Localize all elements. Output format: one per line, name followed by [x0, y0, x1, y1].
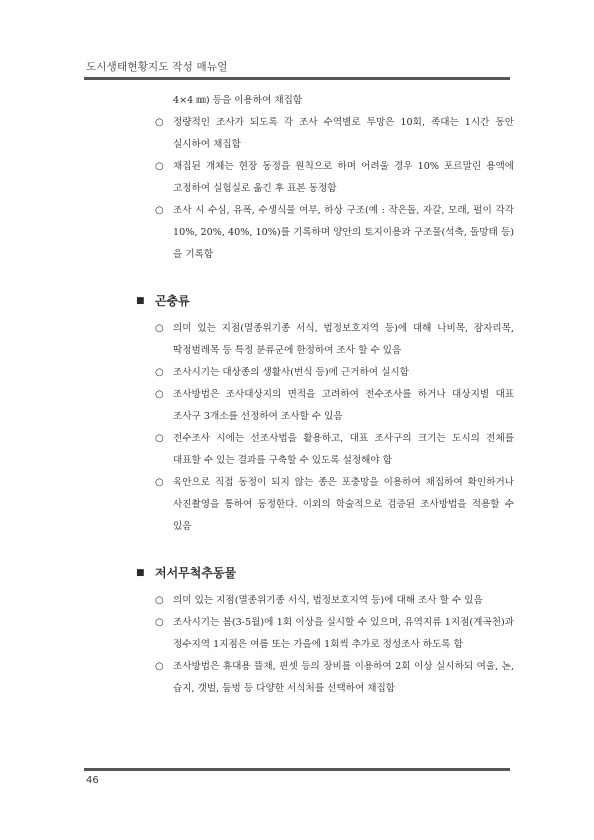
insects-list [84, 318, 514, 538]
circle-bullet-icon: ○ [155, 477, 164, 488]
circle-bullet-icon: ○ [155, 661, 164, 672]
list-item-text: 조사시기는 대상종의 생활사(번식 등)에 근거하여 실시함 [173, 367, 409, 378]
section-heading-insects [84, 290, 514, 312]
square-bullet-icon: ■ [136, 296, 145, 306]
footer-rule [84, 768, 510, 771]
list-item-text: 조사시기는 봄(3-5월)에 1회 이상을 실시할 수 있으며, 유역지류 1지점(계곡천)과 정수지역 1지점은 여름 또는 가을에 1회씩 추가로 정성조사 하도록 함 [173, 617, 514, 650]
running-header-title: 도시생태현황지도 작성 매뉴얼 [86, 61, 228, 73]
list-item-text: 의미 있는 지점(멸종위기종 서식, 법정보호지역 등)에 대해 조사 할 수 있음 [173, 595, 483, 606]
page-body [84, 90, 514, 700]
page-number: 46 [86, 775, 99, 786]
list-item-text: 채집된 개체는 현장 동정을 원칙으로 하며 어려울 경우 10% 포르말린 용액에 고정하여 실험실로 옮긴 후 표본 동정함 [173, 161, 514, 194]
circle-bullet-icon: ○ [155, 323, 164, 334]
list-item [84, 384, 514, 428]
list-item [84, 428, 514, 472]
list-item-text: 조사 시 수심, 유폭, 수생식물 여부, 하상 구조(예 : 작은돌, 자갈, 모래, 펄이 각각 10%, 20%, 40%, 10%)를 기록하며 양안의 토지이용과 구조물(석축, 돌망태 등)을 기록함 [173, 205, 514, 260]
circle-bullet-icon: ○ [155, 205, 164, 216]
circle-bullet-icon: ○ [155, 117, 164, 128]
continuation-line: 4×4 ㎜) 등을 이용하여 채집함 [173, 95, 303, 106]
list-item [84, 200, 514, 266]
list-item-text: 조사방법은 조사대상지의 면적을 고려하여 전수조사를 하거나 대상지별 대표 조사구 3개소를 선정하여 조사할 수 있음 [173, 389, 514, 422]
circle-bullet-icon: ○ [155, 595, 164, 606]
list-item-text: 육안으로 직접 동정이 되지 않는 종은 포충망을 이용하여 채집하여 확인하거나 사진촬영을 통하여 동정한다. 이외의 학술적으로 검증된 조사방법을 적용할 수 있음 [173, 477, 514, 532]
list-item-text: 전수조사 시에는 선조사법을 활용하고, 대표 조사구의 크기는 도시의 전체를 대표할 수 있는 결과를 구축할 수 있도록 설정해야 함 [173, 433, 514, 466]
circle-bullet-icon: ○ [155, 367, 164, 378]
section-heading-benthic-invertebrates [84, 562, 514, 584]
circle-bullet-icon: ○ [155, 433, 164, 444]
list-item [84, 612, 514, 656]
header-rule [84, 77, 510, 80]
list-item [84, 362, 514, 384]
benthic-list [84, 590, 514, 700]
section-heading-text: 저서무척추동물 [155, 566, 237, 580]
intro-list [84, 112, 514, 266]
list-item [84, 112, 514, 156]
list-item [84, 656, 514, 700]
list-item [84, 156, 514, 200]
list-item-text: 조사방법은 휴대용 뜰채, 핀셋 등의 장비를 이용하여 2회 이상 실시하되 여울, 논, 습지, 갯벌, 둠벙 등 다양한 서식처를 선택하여 채집함 [173, 661, 514, 694]
section-heading-text: 곤충류 [155, 294, 190, 308]
list-item [84, 318, 514, 362]
list-item-text: 의미 있는 지점(멸종위기종 서식, 법정보호지역 등)에 대해 나비목, 잠자리목, 딱정벌레목 등 특정 분류군에 한정하여 조사 할 수 있음 [173, 323, 514, 356]
circle-bullet-icon: ○ [155, 161, 164, 172]
circle-bullet-icon: ○ [155, 389, 164, 400]
list-item [84, 472, 514, 538]
circle-bullet-icon: ○ [155, 617, 164, 628]
list-item [84, 590, 514, 612]
list-item-text: 정량적인 조사가 되도록 각 조사 수역별로 투망은 10회, 족대는 1시간 동안 실시하여 채집함 [173, 117, 514, 150]
square-bullet-icon: ■ [136, 568, 145, 578]
